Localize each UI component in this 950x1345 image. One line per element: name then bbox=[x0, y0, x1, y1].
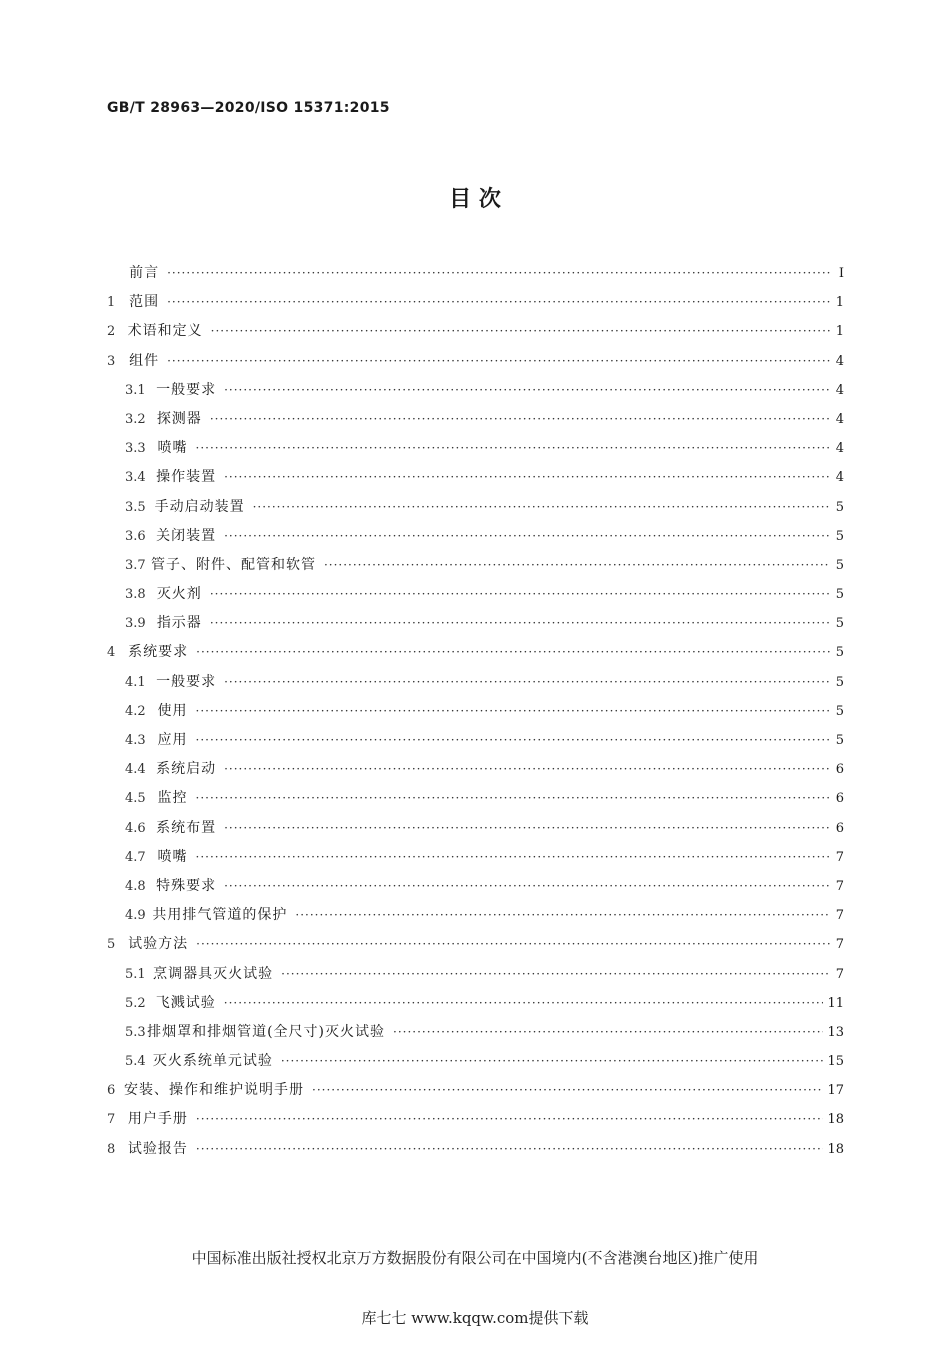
standard-code: GB/T 28963—2020/ISO 15371:2015 bbox=[107, 100, 390, 116]
toc-entry-label: 用户手册 bbox=[127, 1111, 188, 1128]
toc-entry-label: 共用排气管道的保护 bbox=[152, 907, 288, 924]
toc-entry[interactable] bbox=[107, 317, 844, 346]
toc-entry-page: 17 bbox=[827, 1083, 844, 1099]
toc-entry-page: 18 bbox=[827, 1141, 844, 1157]
toc-leader-dots bbox=[167, 347, 830, 376]
toc-entry-label: 喷嘴 bbox=[157, 848, 188, 865]
toc-leader-dots bbox=[196, 930, 830, 959]
toc-entry-number: 5.2 bbox=[125, 995, 146, 1011]
toc-leader-dots bbox=[196, 726, 830, 755]
toc-entry-label: 术语和定义 bbox=[127, 323, 203, 340]
toc-leader-dots bbox=[196, 697, 830, 726]
toc-entry[interactable] bbox=[107, 697, 844, 726]
toc-entry-number: 4.8 bbox=[125, 878, 146, 894]
toc-leader-dots bbox=[224, 989, 824, 1018]
toc-entry-number: 3.9 bbox=[125, 616, 146, 632]
toc-entry-label: 灭火系统单元试验 bbox=[152, 1053, 273, 1070]
toc-leader-dots bbox=[210, 609, 830, 638]
toc-entry-label: 一般要求 bbox=[156, 673, 217, 690]
toc-entry-number: 3.8 bbox=[125, 587, 146, 603]
toc-leader-dots bbox=[196, 784, 830, 813]
toc-entry-label: 特殊要求 bbox=[156, 877, 217, 894]
toc-entry-label: 范围 bbox=[129, 294, 160, 311]
toc-leader-dots bbox=[224, 376, 830, 405]
toc-leader-dots bbox=[281, 960, 830, 989]
table-of-contents bbox=[107, 259, 844, 1164]
toc-entry-label: 组件 bbox=[129, 352, 160, 369]
toc-entry-number: 3 bbox=[107, 353, 116, 369]
toc-entry-label: 系统要求 bbox=[128, 644, 189, 661]
toc-entry[interactable] bbox=[107, 259, 844, 288]
toc-entry[interactable] bbox=[107, 843, 844, 872]
toc-leader-dots bbox=[224, 755, 830, 784]
license-note: 中国标准出版社授权北京万方数据股份有限公司在中国境内(不含港澳台地区)推广使用 bbox=[191, 1249, 759, 1267]
toc-entry-page: 7 bbox=[835, 937, 844, 953]
toc-entry-number: 3.7 bbox=[125, 557, 146, 573]
toc-leader-dots bbox=[224, 463, 830, 492]
toc-entry-number: 3.2 bbox=[125, 411, 146, 427]
toc-entry-page: 7 bbox=[835, 849, 844, 865]
toc-leader-dots bbox=[312, 1076, 823, 1105]
toc-leader-dots bbox=[393, 1018, 823, 1047]
toc-leader-dots bbox=[196, 843, 830, 872]
toc-entry-number: 3.5 bbox=[125, 499, 146, 515]
toc-entry-number: 4.9 bbox=[125, 908, 146, 924]
toc-entry[interactable] bbox=[107, 1105, 844, 1134]
toc-leader-dots bbox=[281, 1047, 824, 1076]
toc-entry-page: 15 bbox=[827, 1054, 844, 1070]
toc-entry[interactable] bbox=[107, 551, 844, 580]
toc-entry[interactable] bbox=[107, 580, 844, 609]
toc-entry-page: 6 bbox=[835, 791, 844, 807]
toc-entry[interactable] bbox=[107, 814, 844, 843]
toc-entry-label: 手动启动装置 bbox=[154, 498, 245, 515]
toc-leader-dots bbox=[224, 872, 830, 901]
toc-entry-label: 喷嘴 bbox=[157, 440, 188, 457]
toc-leader-dots bbox=[196, 1105, 824, 1134]
toc-entry-number: 3.1 bbox=[125, 382, 146, 398]
toc-leader-dots bbox=[224, 814, 830, 843]
toc-entry[interactable] bbox=[107, 960, 844, 989]
toc-entry-label: 试验方法 bbox=[128, 936, 189, 953]
toc-entry-number: 4.7 bbox=[125, 849, 146, 865]
toc-entry-label: 试验报告 bbox=[127, 1140, 188, 1157]
toc-entry-page: 7 bbox=[835, 908, 844, 924]
toc-entry-page: 5 bbox=[835, 557, 844, 573]
toc-entry[interactable] bbox=[107, 901, 844, 930]
toc-entry-page: 4 bbox=[835, 382, 844, 398]
toc-entry[interactable] bbox=[107, 726, 844, 755]
toc-entry[interactable] bbox=[107, 405, 844, 434]
toc-leader-dots bbox=[224, 522, 830, 551]
toc-entry-number: 5.3 bbox=[125, 1024, 146, 1040]
toc-entry-number: 5 bbox=[107, 937, 116, 953]
toc-entry-page: 1 bbox=[835, 295, 844, 311]
toc-entry-page: 6 bbox=[835, 820, 844, 836]
toc-entry[interactable] bbox=[107, 755, 844, 784]
toc-entry-page: 4 bbox=[835, 353, 844, 369]
toc-entry[interactable] bbox=[107, 638, 844, 667]
toc-entry[interactable] bbox=[107, 1047, 844, 1076]
page-title: 目 次 bbox=[449, 187, 501, 212]
toc-entry[interactable] bbox=[107, 1018, 844, 1047]
toc-leader-dots bbox=[210, 580, 830, 609]
toc-entry[interactable] bbox=[107, 1076, 844, 1105]
toc-entry[interactable] bbox=[107, 376, 844, 405]
toc-entry[interactable] bbox=[107, 784, 844, 813]
toc-entry-label: 操作装置 bbox=[156, 469, 217, 486]
toc-entry-page: 5 bbox=[835, 528, 844, 544]
toc-entry-page: 18 bbox=[827, 1112, 844, 1128]
toc-entry[interactable] bbox=[107, 288, 844, 317]
toc-leader-dots bbox=[211, 317, 830, 346]
toc-entry-number: 4.6 bbox=[125, 820, 146, 836]
toc-entry-label: 监控 bbox=[157, 790, 188, 807]
toc-entry-label: 关闭装置 bbox=[156, 527, 217, 544]
toc-entry-page: 5 bbox=[835, 733, 844, 748]
toc-entry-label: 探测器 bbox=[156, 410, 202, 427]
toc-entry-label: 飞溅试验 bbox=[155, 994, 216, 1011]
toc-entry-label: 前言 bbox=[129, 265, 160, 281]
toc-entry-number: 1 bbox=[107, 295, 116, 311]
toc-entry-label: 应用 bbox=[157, 732, 188, 748]
toc-entry-number: 4 bbox=[107, 645, 116, 661]
toc-entry-page: 4 bbox=[835, 470, 844, 486]
toc-entry-label: 管子、附件、配管和软管 bbox=[150, 556, 316, 573]
toc-leader-dots bbox=[224, 668, 830, 697]
toc-entry-page: Ⅰ bbox=[838, 266, 844, 281]
toc-entry-page: 11 bbox=[827, 995, 844, 1011]
toc-entry-number: 3.6 bbox=[125, 528, 146, 544]
download-note: 库七七 www.kqqw.com提供下载 bbox=[361, 1309, 589, 1327]
toc-entry-label: 系统启动 bbox=[156, 761, 217, 778]
toc-entry-label: 一般要求 bbox=[156, 381, 217, 398]
toc-entry-label: 灭火剂 bbox=[156, 586, 202, 603]
toc-entry-page: 5 bbox=[835, 674, 844, 690]
toc-entry[interactable] bbox=[107, 434, 844, 463]
toc-entry-page: 5 bbox=[835, 616, 844, 632]
toc-entry-label: 使用 bbox=[157, 702, 188, 719]
toc-entry-number: 4.3 bbox=[125, 733, 146, 748]
toc-leader-dots bbox=[196, 638, 830, 667]
toc-entry-number: 2 bbox=[107, 324, 116, 340]
toc-entry[interactable] bbox=[107, 609, 844, 638]
toc-leader-dots bbox=[324, 551, 830, 580]
toc-leader-dots bbox=[253, 493, 830, 522]
toc-entry-page: 5 bbox=[835, 645, 844, 661]
toc-leader-dots bbox=[167, 259, 830, 288]
toc-entry-page: 1 bbox=[835, 324, 844, 340]
toc-leader-dots bbox=[196, 434, 830, 463]
toc-leader-dots bbox=[196, 1135, 824, 1164]
toc-entry-label: 系统布置 bbox=[156, 819, 217, 836]
toc-entry[interactable] bbox=[107, 930, 844, 959]
toc-entry-page: 5 bbox=[835, 703, 844, 719]
toc-entry-page: 7 bbox=[835, 878, 844, 894]
toc-entry[interactable] bbox=[107, 668, 844, 697]
toc-entry-number: 3.4 bbox=[125, 470, 146, 486]
toc-entry-number: 4.4 bbox=[125, 762, 146, 778]
toc-entry-label: 安装、操作和维护说明手册 bbox=[124, 1082, 305, 1099]
toc-entry[interactable] bbox=[107, 463, 844, 492]
toc-entry[interactable] bbox=[107, 522, 844, 551]
toc-entry-page: 5 bbox=[835, 587, 844, 603]
toc-leader-dots bbox=[167, 288, 830, 317]
toc-entry-number: 5.4 bbox=[125, 1054, 146, 1070]
toc-entry-page: 13 bbox=[827, 1024, 844, 1040]
toc-entry-label: 指示器 bbox=[156, 615, 202, 632]
toc-entry-number: 5.1 bbox=[125, 966, 146, 982]
toc-entry[interactable] bbox=[107, 493, 844, 522]
toc-entry-number: 6 bbox=[107, 1083, 116, 1099]
toc-entry-number: 4.2 bbox=[125, 703, 146, 719]
toc-leader-dots bbox=[210, 405, 830, 434]
toc-entry-number: 7 bbox=[107, 1112, 116, 1128]
toc-entry-page: 6 bbox=[835, 762, 844, 778]
toc-entry-number: 8 bbox=[107, 1141, 116, 1157]
toc-leader-dots bbox=[295, 901, 830, 930]
toc-entry-label: 烹调器具灭火试验 bbox=[153, 965, 274, 982]
toc-entry[interactable] bbox=[107, 989, 844, 1018]
toc-entry-page: 4 bbox=[835, 441, 844, 457]
toc-entry-number: 4.5 bbox=[125, 791, 146, 807]
toc-entry[interactable] bbox=[107, 872, 844, 901]
toc-entry-number: 3.3 bbox=[125, 441, 146, 457]
toc-entry-number: 4.1 bbox=[125, 674, 146, 690]
toc-entry[interactable] bbox=[107, 1135, 844, 1164]
toc-entry[interactable] bbox=[107, 347, 844, 376]
toc-entry-page: 5 bbox=[835, 499, 844, 515]
toc-entry-label: 排烟罩和排烟管道(全尺寸)灭火试验 bbox=[147, 1023, 386, 1040]
toc-entry-page: 7 bbox=[835, 966, 844, 982]
toc-entry-page: 4 bbox=[835, 411, 844, 427]
